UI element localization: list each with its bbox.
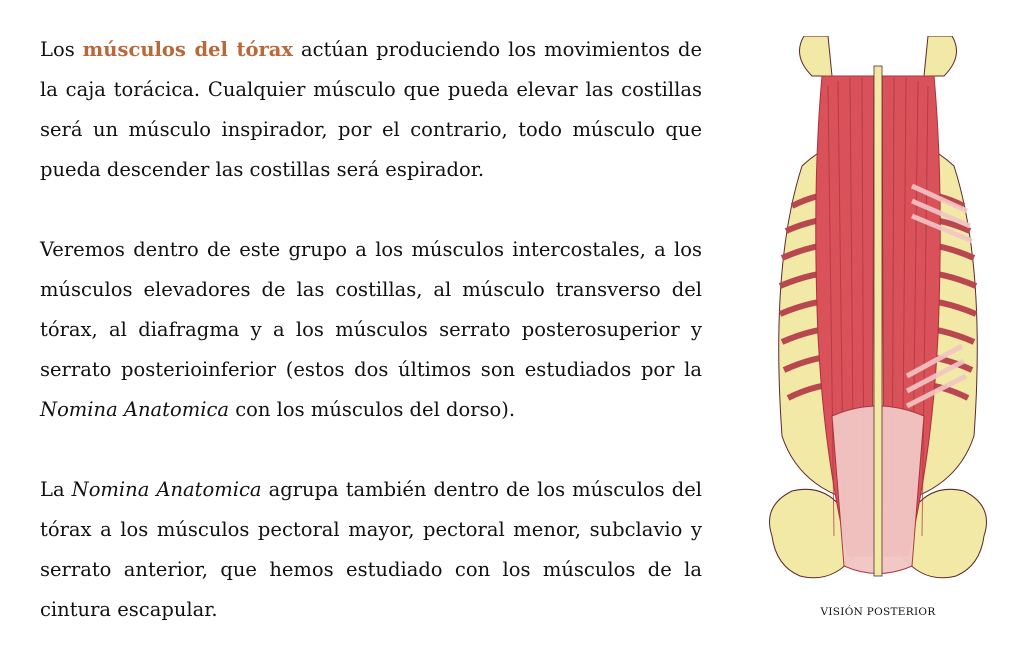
highlight-term[interactable]: músculos del tórax	[82, 38, 294, 61]
text-span: Los	[40, 38, 83, 61]
text-span: agrupa también dentro de los músculos del tórax a los músculos pectoral mayor, pectoral menor, subclavio y serrato anterior, que hemos estudiado con los músculos de la cintura escapular.	[40, 478, 702, 621]
italic-term: Nomina Anatomica	[40, 398, 230, 421]
text-span: actúan produciendo los movimientos de la caja torácica. Cualquier músculo que pueda elevar las costillas será un músculo inspirador, por el contrario, todo músculo que pueda descender las costillas será espirador.	[40, 38, 702, 181]
paragraph-group	[40, 230, 702, 430]
paragraph-nomina	[40, 470, 702, 630]
spine	[874, 66, 882, 576]
shoulder-left	[800, 36, 833, 76]
text-span: La	[40, 478, 72, 501]
paragraph-intro	[40, 30, 702, 190]
text-span: Veremos dentro de este grupo a los músculos intercostales, a los músculos elevadores de las costillas, al músculo transverso del tórax, al diafragma y a los músculos serrato posterosuperior y serrato posterioinferior (estos dos últimos son estudiados por la	[40, 238, 702, 381]
text-span: con los músculos del dorso).	[229, 398, 516, 421]
figure-caption: VISIÓN POSTERIOR	[820, 606, 936, 618]
shoulder-right	[924, 36, 957, 76]
italic-term: Nomina Anatomica	[71, 478, 262, 501]
posterior-thorax-illustration	[762, 36, 994, 586]
text-column	[40, 30, 702, 670]
